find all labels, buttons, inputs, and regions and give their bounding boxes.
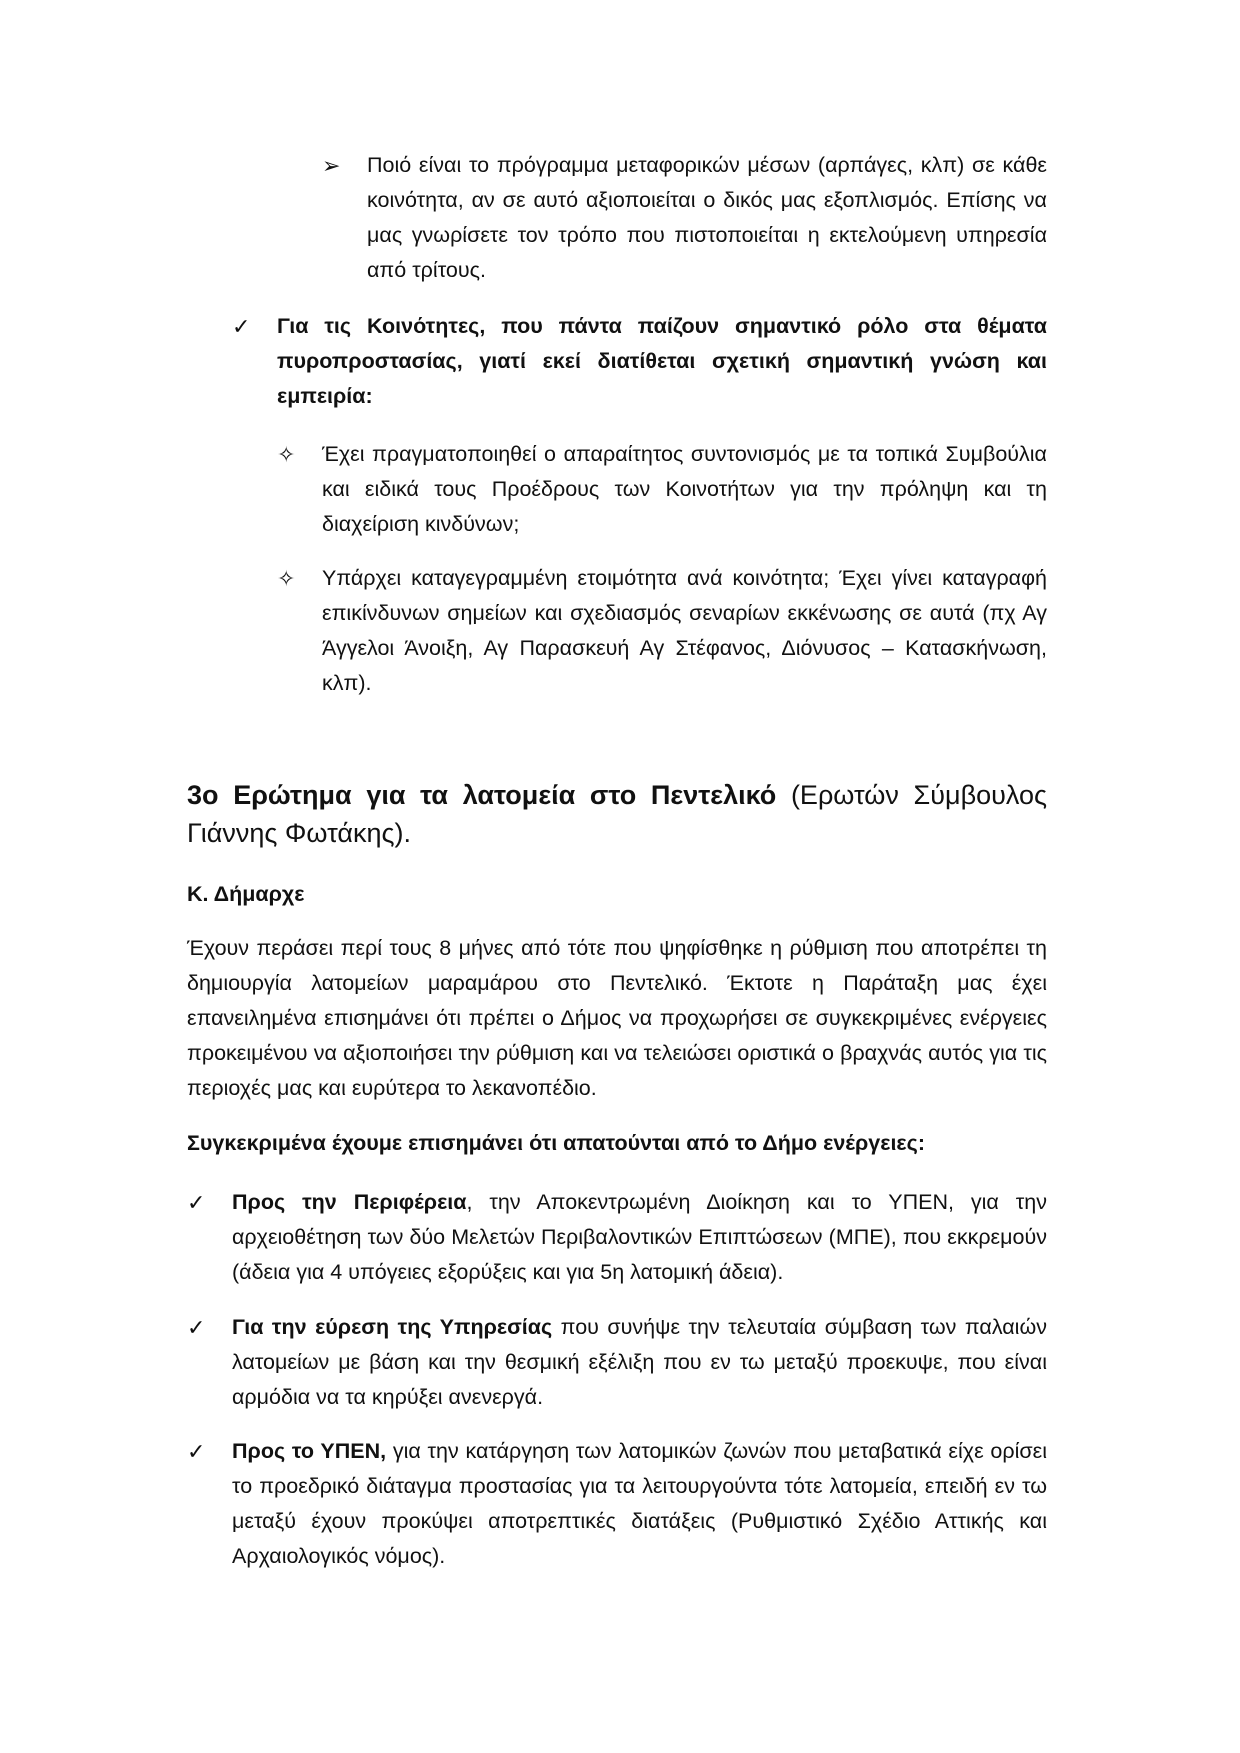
arrow-bullet-icon: ➢ bbox=[322, 153, 341, 178]
action-item bbox=[232, 1434, 1047, 1574]
communities-subitem: Υπάρχει καταγεγραμμένη ετοιμότητα ανά κοινότητα; Έχει γίνει καταγραφή επικίνδυνων σημείων και σχεδιασμός σεναρίων εκκένωσης σε αυτά (πχ Αγ Άγγελοι Άνοιξη, Αγ Παρασκευή Αγ Στέφανος, Διόνυσος – Κατασκήνωση, κλπ). bbox=[322, 566, 1047, 695]
action-item-text: , την Αποκεντρωμένη Διοίκηση και το ΥΠΕΝ, για την αρχειοθέτηση των δύο Μελετών Περιβαλοντικών Επιπτώσεων (ΜΠΕ), που εκκρεμούν (άδεια για 4 υπόγειες εξορύξεις και για 5η λατομική άδεια). bbox=[232, 1190, 1047, 1284]
checkmark-bullet-icon: ✓ bbox=[187, 1315, 206, 1340]
action-item bbox=[232, 1310, 1047, 1415]
checkmark-bullet-icon: ✓ bbox=[232, 314, 251, 339]
question-3-title-bold: 3ο Ερώτημα για τα λατομεία στο Πεντελικό bbox=[187, 780, 777, 810]
question-3-title-rest: (Ερωτών Σύμβουλος Γιάννης Φωτάκης). bbox=[187, 780, 1048, 848]
checkmark-bullet-icon: ✓ bbox=[187, 1190, 206, 1215]
communities-heading: Για τις Κοινότητες, που πάντα παίζουν σημαντικό ρόλο στα θέματα πυροπροστασίας, γιατί εκεί διατίθεται σχετική σημαντική γνώση και εμπειρία: bbox=[277, 314, 1047, 408]
star-bullet-icon: ✧ bbox=[277, 566, 296, 591]
action-item-bold: Προς το ΥΠΕΝ, bbox=[232, 1439, 387, 1463]
actions-intro: Συγκεκριμένα έχουμε επισημάνει ότι απατούνται από το Δήμο ενέργειες: bbox=[187, 1131, 925, 1155]
salutation: Κ. Δήμαρχε bbox=[187, 882, 305, 906]
checkmark-bullet-icon: ✓ bbox=[187, 1439, 206, 1464]
question-3-title bbox=[187, 776, 1047, 852]
arrow-list-item: Ποιό είναι το πρόγραμμα μεταφορικών μέσων (αρπάγες, κλπ) σε κάθε κοινότητα, αν σε αυτό αξιοποιείται ο δικός μας εξοπλισμός. Επίσης να μας γνωρίσετε τον τρόπο που πιστοποιείται η εκτελούμενη υπηρεσία από τρίτους. bbox=[367, 153, 1047, 282]
action-item-bold: Προς την Περιφέρεια bbox=[232, 1190, 467, 1214]
body-paragraph: Έχουν περάσει περί τους 8 μήνες από τότε που ψηφίσθηκε η ρύθμιση που αποτρέπει τη δημιουργία λατομείων μαραμάρου στο Πεντελικό. Έκτοτε η Παράταξη μας έχει επανειλημένα επισημάνει ότι πρέπει ο Δήμος να προχωρήσει σε συγκεκριμένες ενέργειες προκειμένου να αξιοποιήσει την ρύθμιση και να τελειώσει οριστικά ο βραχνάς αυτός για τις περιοχές μας και ευρύτερα το λεκανοπέδιο. bbox=[187, 936, 1047, 1100]
communities-subitem: Έχει πραγματοποιηθεί ο απαραίτητος συντονισμός με τα τοπικά Συμβούλια και ειδικά τους Προέδρους των Κοινοτήτων για την πρόληψη και τη διαχείριση κινδύνων; bbox=[322, 442, 1047, 536]
star-bullet-icon: ✧ bbox=[277, 442, 296, 467]
action-item-text: για την κατάργηση των λατομικών ζωνών που μεταβατικά είχε ορίσει το προεδρικό διάταγμα προστασίας για τα λειτουργούντα τότε λατομεία, επειδή εν τω μεταξύ έχουν προκύψει αποτρεπτικές διατάξεις (Ρυθμιστικό Σχέδιο Αττικής και Αρχαιολογικός νόμος). bbox=[232, 1439, 1047, 1568]
action-item bbox=[232, 1185, 1047, 1290]
action-item-bold: Για την εύρεση της Υπηρεσίας bbox=[232, 1315, 553, 1339]
action-item-text: που συνήψε την τελευταία σύμβαση των παλαιών λατομείων με βάση και την θεσμική εξέλιξη που εν τω μεταξύ προεκυψε, που είναι αρμόδια να τα κηρύξει ανενεργά. bbox=[232, 1315, 1047, 1409]
